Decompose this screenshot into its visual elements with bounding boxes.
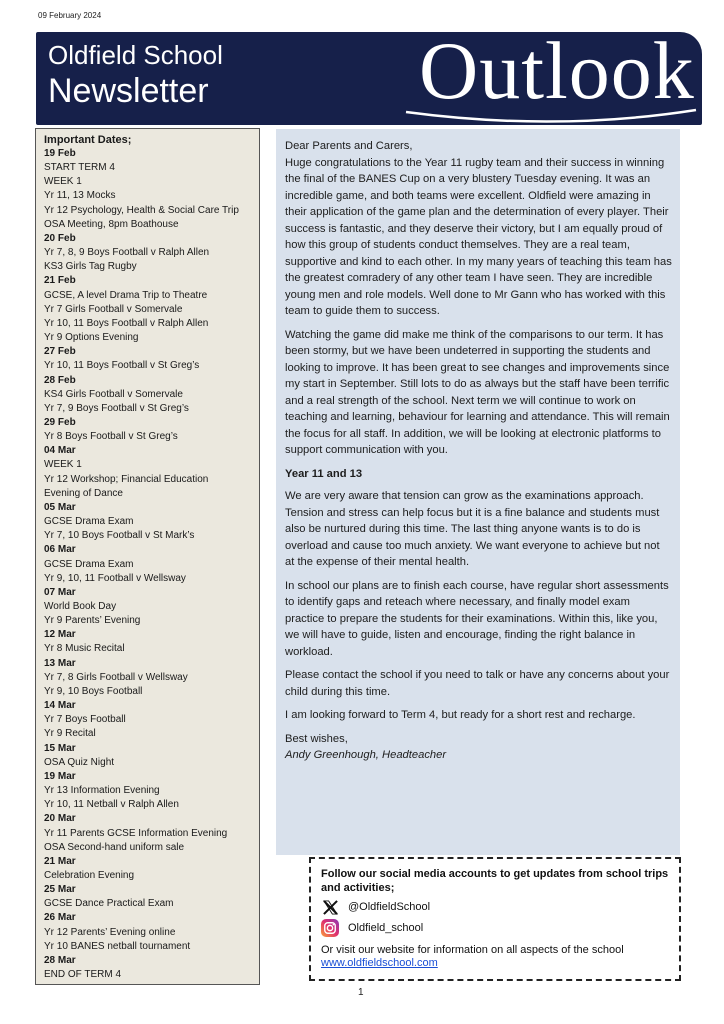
date-heading: 25 Mar <box>44 884 76 896</box>
date-event: WEEK 1 <box>44 459 82 471</box>
letter-signature: Andy Greenhough, Headteacher <box>285 749 447 761</box>
date-event: Yr 7 Girls Football v Somervale <box>44 303 183 315</box>
date-event: OSA Second-hand uniform sale <box>44 841 185 853</box>
date-heading: 28 Feb <box>44 374 76 386</box>
date-heading: 28 Mar <box>44 954 76 966</box>
instagram-handle[interactable]: Oldfield_school <box>348 921 424 934</box>
date-heading: 29 Feb <box>44 416 76 428</box>
date-heading: 26 Mar <box>44 912 76 924</box>
date-event: Yr 11, 13 Mocks <box>44 190 116 202</box>
website-link[interactable]: www.oldfieldschool.com <box>321 957 438 969</box>
school-name: Oldfield School <box>48 40 223 70</box>
date-event: Yr 7 Boys Football <box>44 714 126 726</box>
date-event: Yr 8 Boys Football v St Greg’s <box>44 431 178 443</box>
social-media-box <box>309 857 681 981</box>
date-heading: 19 Mar <box>44 770 76 782</box>
date-event: Yr 13 Information Evening <box>44 785 160 797</box>
letter-paragraph: In school our plans are to finish each course, have regular short assessments to identify gaps and reteach where necessary, and finally model exam practice to prepare the students for their examinations. Within this, like you, we will have to guide, listen and encourage, finding the right balance in workload. <box>285 579 669 658</box>
date-event: Yr 12 Workshop; Financial Education <box>44 473 209 485</box>
date-event: Yr 8 Music Recital <box>44 643 125 655</box>
date-event: Yr 11 Parents GCSE Information Evening <box>44 827 228 839</box>
social-lead-text: Follow our social media accounts to get updates from school trips and activities; <box>321 868 669 894</box>
date-heading: 20 Mar <box>44 813 76 825</box>
newsletter-label: Newsletter <box>48 72 209 110</box>
masthead-banner <box>36 32 702 125</box>
date-heading: 27 Feb <box>44 346 76 358</box>
date-event: Yr 9, 10, 11 Football v Wellsway <box>44 572 186 584</box>
page-number: 1 <box>358 987 364 998</box>
date-event: OSA Quiz Night <box>44 756 115 768</box>
date-event: Yr 9 Options Evening <box>44 332 139 344</box>
letter-paragraph: We are very aware that tension can grow as the examinations approach. Tension and stress can help focus but it is a fine balance and students must also be nurtured during this time. The last thing anyone wants is to do is overload and cause too much anxiety. We want everyone to achieve but not at the expense of their mental health. <box>285 490 660 568</box>
date-event: KS4 Girls Football v Somervale <box>44 388 183 400</box>
date-heading: 14 Mar <box>44 700 76 712</box>
date-event: Yr 10 BANES netball tournament <box>44 940 191 952</box>
date-event: START TERM 4 <box>44 162 115 174</box>
date-heading: 05 Mar <box>44 501 76 513</box>
x-account-row <box>321 898 679 916</box>
date-event: Yr 9, 10 Boys Football <box>44 685 143 697</box>
important-dates-panel <box>35 128 260 985</box>
letter-paragraph: Huge congratulations to the Year 11 rugby team and their success in winning the final of the BANES Cup on a very blustery Tuesday evening. It was an incredible game, and both teams were excellent. Oldfield were amazing in their application of the game plan and the determination of every player. Their success is fantastic, and they deserve their victory, but I am equally proud of how this group of students conduct themselves. They are a real team, supportive and kind to each other. In my many years of teaching this team has the greatest comradery of any other team I have seen. They are incredible young men and role models. Well done to Mr Gann who has worked with this team to guide them to success. <box>285 156 672 317</box>
date-heading: 19 Feb <box>44 148 76 159</box>
letter-greeting: Dear Parents and Carers, <box>285 140 413 152</box>
date-heading: 21 Feb <box>44 275 76 287</box>
date-event: GCSE Drama Exam <box>44 516 134 528</box>
masthead-title: Outlook <box>419 32 695 116</box>
date-event: Yr 9 Recital <box>44 728 96 740</box>
date-event: Yr 7, 8 Girls Football v Wellsway <box>44 671 188 683</box>
date-event: Celebration Evening <box>44 869 135 881</box>
date-heading: 21 Mar <box>44 855 76 867</box>
instagram-account-row <box>321 919 679 937</box>
x-handle[interactable]: @OldfieldSchool <box>348 900 431 913</box>
date-event: GCSE Drama Exam <box>44 558 134 570</box>
date-event: World Book Day <box>44 601 117 612</box>
website-text: Or visit our website for information on all aspects of the school <box>321 944 624 956</box>
date-event: WEEK 1 <box>44 176 82 188</box>
date-event: GCSE Dance Practical Exam <box>44 898 174 910</box>
letter-subheading: Year 11 and 13 <box>285 467 363 480</box>
x-logo-icon <box>321 898 339 916</box>
date-heading: 06 Mar <box>44 544 76 556</box>
letter-paragraph: Watching the game did make me think of the comparisons to our term. It has been stormy, but we have been undeterred in supporting the students and looking to improve. It has been great to see changes and improvements since my start in September. Still lots to do as always but the staff have been terrific and a real strength of the school. Next term we will continue to work on teaching and learning, behaviour for learning and attendance. This will remain the focus for all staff. In addition, we will be looking at electronic platforms to support communication with you. <box>285 328 670 456</box>
letter-paragraph: I am looking forward to Term 4, but ready for a short rest and recharge. <box>285 709 636 721</box>
date-heading: 04 Mar <box>44 445 76 457</box>
instagram-logo-icon <box>321 919 339 937</box>
date-event: Yr 7, 10 Boys Football v St Mark’s <box>44 530 195 542</box>
date-event: Yr 12 Psychology, Health & Social Care Trip <box>44 204 239 216</box>
date-heading: 15 Mar <box>44 742 76 754</box>
issue-date: 09 February 2024 <box>38 11 102 20</box>
letter-closing: Best wishes, <box>285 732 348 745</box>
important-dates-list <box>44 147 259 982</box>
date-event: Yr 12 Parents’ Evening online <box>44 926 176 938</box>
date-event: Yr 9 Parents’ Evening <box>44 615 141 627</box>
date-event: Yr 10, 11 Boys Football v St Greg’s <box>44 360 200 372</box>
date-event: END OF TERM 4 <box>44 969 122 981</box>
date-event: Yr 7, 9 Boys Football v St Greg’s <box>44 402 189 414</box>
date-event: Yr 7, 8, 9 Boys Football v Ralph Allen <box>44 247 210 259</box>
date-event: GCSE, A level Drama Trip to Theatre <box>44 289 208 301</box>
date-heading: 13 Mar <box>44 657 76 669</box>
headteacher-letter <box>276 129 680 855</box>
date-heading: 07 Mar <box>44 586 76 598</box>
date-event: Yr 10, 11 Netball v Ralph Allen <box>44 799 179 811</box>
important-dates-title: Important Dates; <box>44 134 132 146</box>
date-event: Evening of Dance <box>44 487 123 499</box>
letter-paragraph: Please contact the school if you need to talk or have any concerns about your child during this time. <box>285 669 670 698</box>
date-event: OSA Meeting, 8pm Boathouse <box>44 218 179 230</box>
date-heading: 12 Mar <box>44 629 76 641</box>
date-event: Yr 10, 11 Boys Football v Ralph Allen <box>44 317 209 329</box>
date-event: KS3 Girls Tag Rugby <box>44 261 137 273</box>
date-heading: 20 Feb <box>44 232 76 244</box>
